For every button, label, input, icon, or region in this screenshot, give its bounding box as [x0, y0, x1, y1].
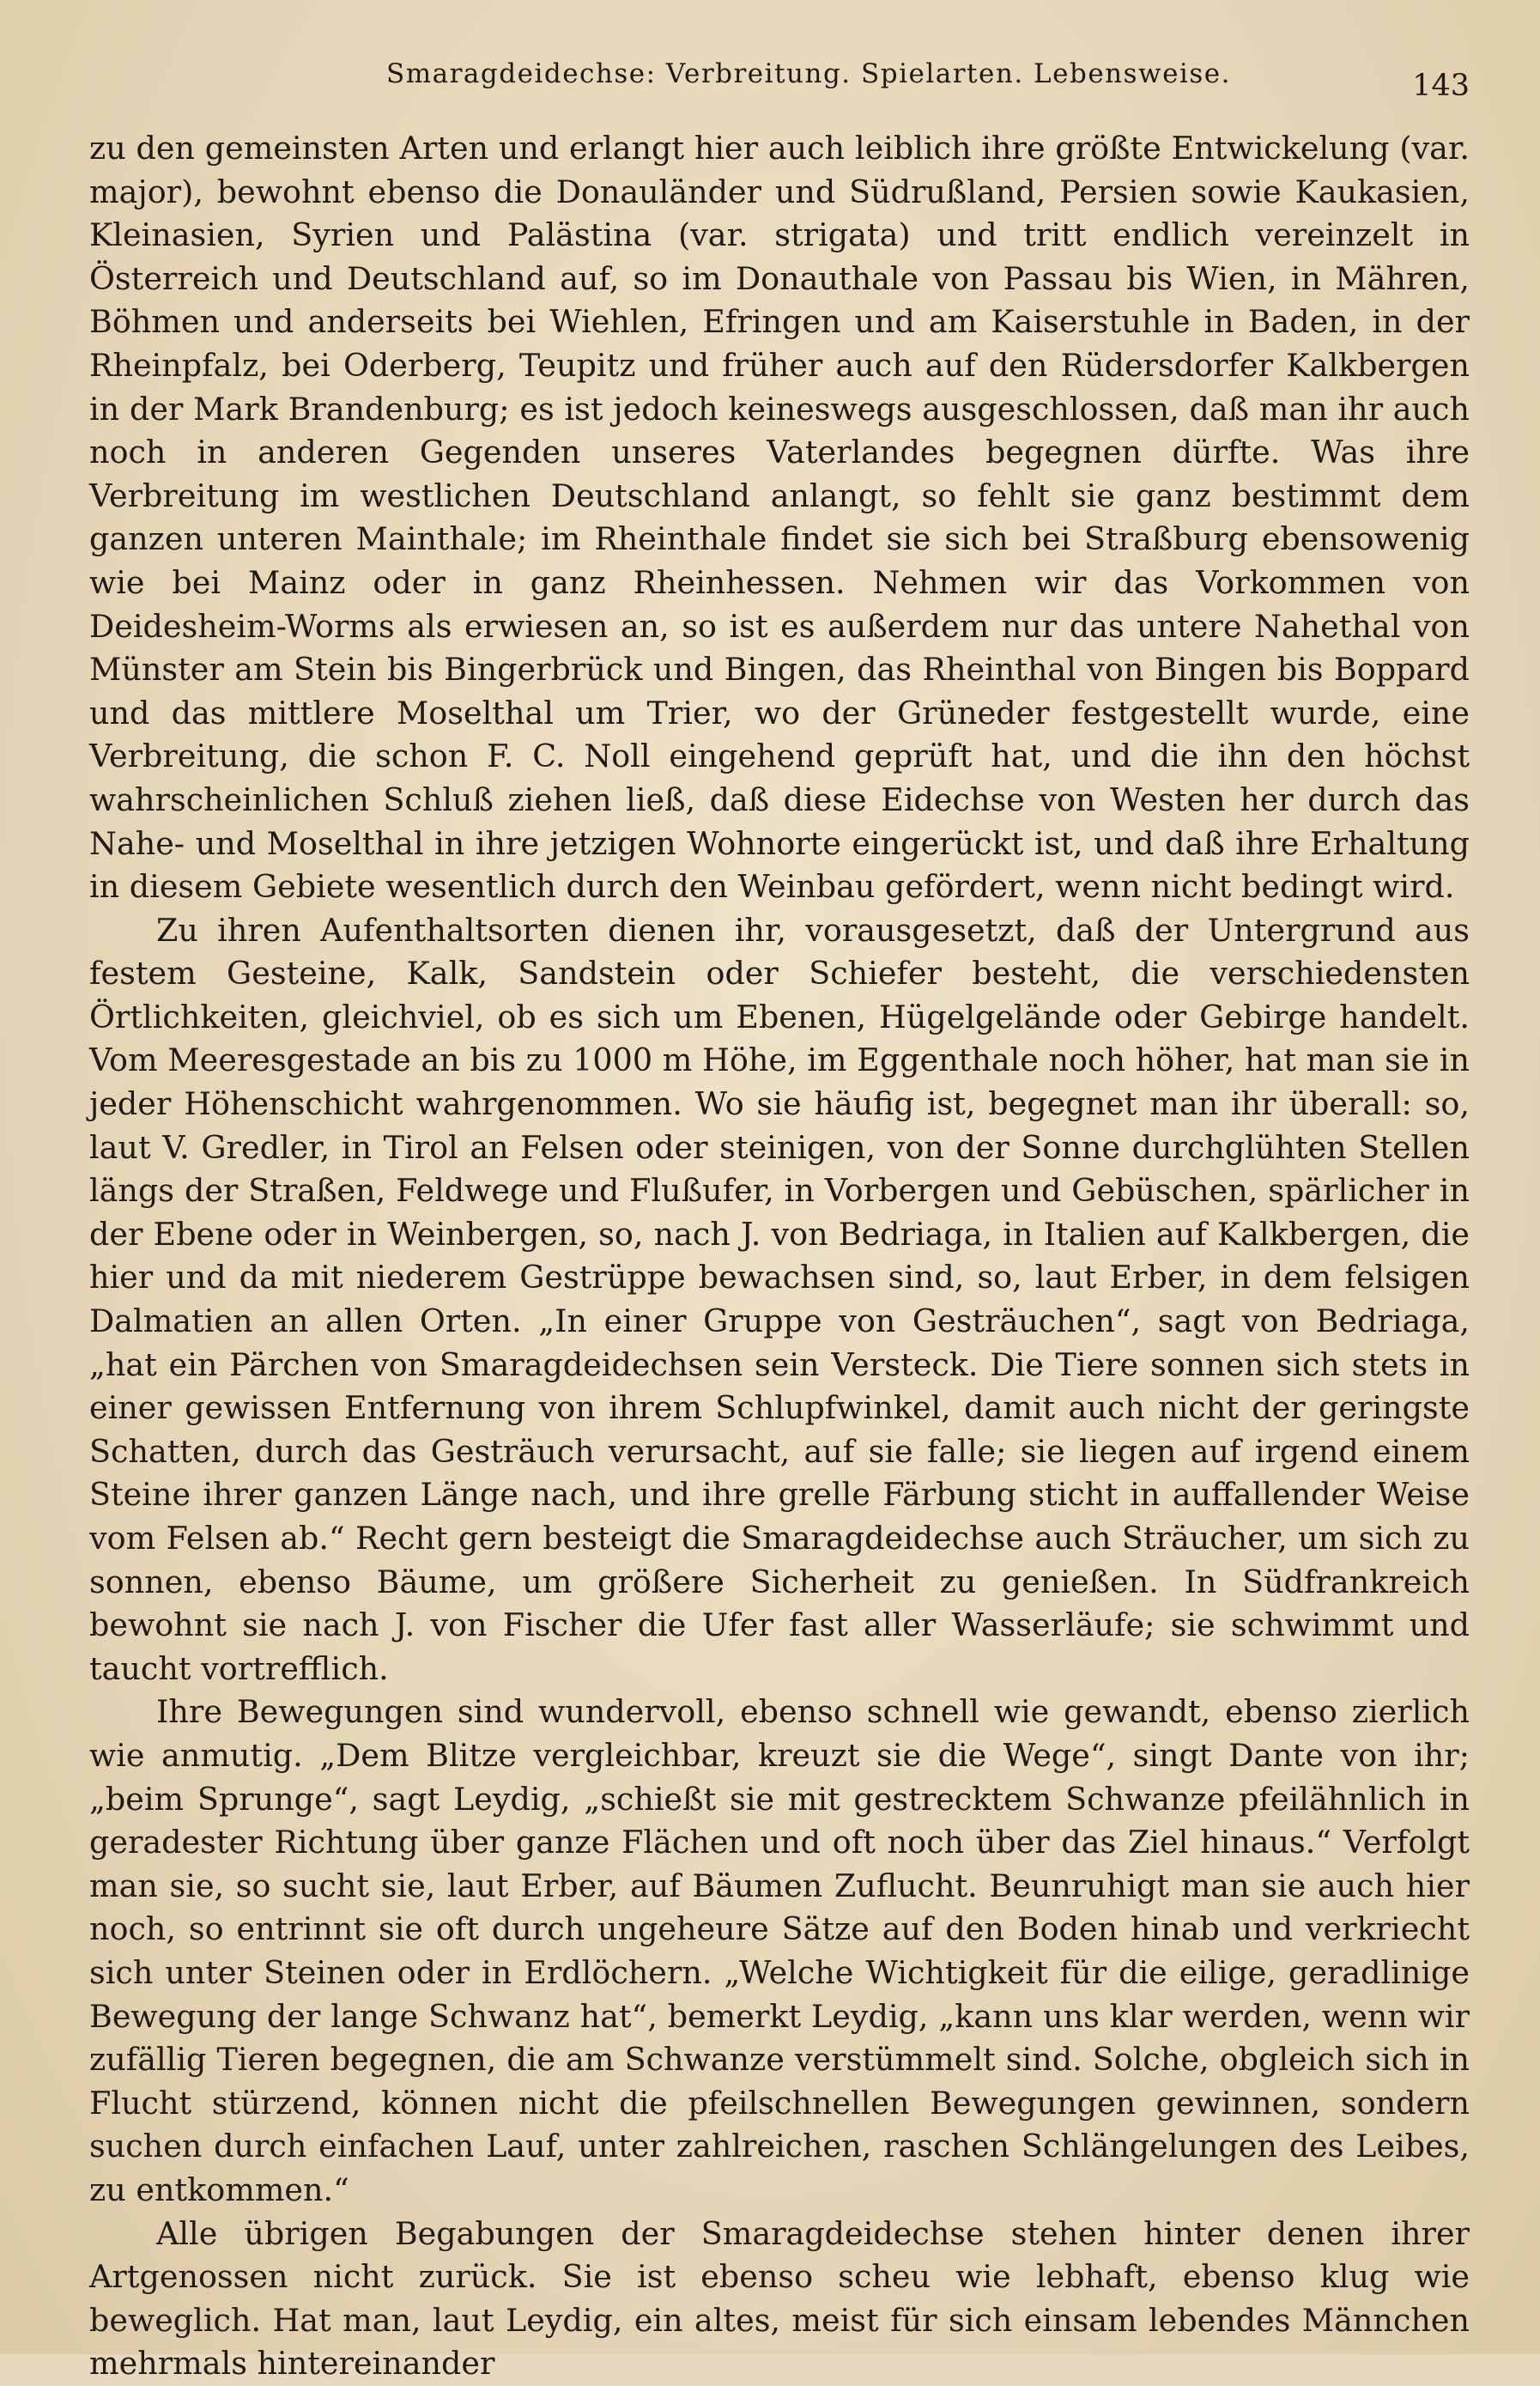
- paragraph-movement: Ihre Bewegungen sind wundervoll, ebenso schnell wie gewandt, ebenso zierlich wie anmutig. „Dem Blitze vergleichbar, kreuzt sie die Wege“, singt Dante von ihr; „beim Sprunge“, sagt Leydig, „schießt sie mit gestrecktem Schwanze pfeilähnlich in geradester Richtung über ganze Flächen und oft noch über das Ziel hinaus.“ Verfolgt man sie, so sucht sie, laut Erber, auf Bäumen Zuflucht. Beunruhigt man sie auch hier noch, so entrinnt sie oft durch ungeheure Sätze auf den Boden hinab und verkriecht sich unter Steinen oder in Erdlöchern. „Welche Wichtigkeit für die eilige, geradlinige Bewegung der lange Schwanz hat“, bemerkt Leydig, „kann uns klar werden, wenn wir zufällig Tieren begegnen, die am Schwanze verstümmelt sind. Solche, obgleich sich in Flucht stürzend, können nicht die pfeilschnellen Bewegungen gewinnen, sondern suchen durch einfachen Lauf, unter zahlreichen, raschen Schlängelungen des Leibes, zu entkommen.“: [89, 1693, 1470, 2208]
- paragraph-habitat: Zu ihren Aufenthaltsorten dienen ihr, vorausgesetzt, daß der Untergrund aus festem Gesteine, Kalk, Sandstein oder Schiefer besteht, die verschiedensten Örtlichkeiten, gleichviel, ob es sich um Ebenen, Hügelgelände oder Gebirge handelt. Vom Meeresgestade an bis zu 1000 m Höhe, im Eggenthale noch höher, hat man sie in jeder Höhenschicht wahrgenommen. Wo sie häufig ist, begegnet man ihr überall: so, laut V. Gredler, in Tirol an Felsen oder steinigen, von der Sonne durchglühten Stellen längs der Straßen, Feldwege und Flußufer, in Vorbergen und Gebüschen, spärlicher in der Ebene oder in Weinbergen, so, nach J. von Bedriaga, in Italien auf Kalkbergen, die hier und da mit niederem Gestrüppe bewachsen sind, so, laut Erber, in dem felsigen Dalmatien an allen Orten. „In einer Gruppe von Gesträuchen“, sagt von Bedriaga, „hat ein Pärchen von Smaragdeidechsen sein Versteck. Die Tiere sonnen sich stets in einer gewissen Entfernung von ihrem Schlupfwinkel, damit auch nicht der geringste Schatten, durch das Gesträuch verursacht, auf sie falle; sie liegen auf irgend einem Steine ihrer ganzen Länge nach, und ihre grelle Färbung sticht in auffallender Weise vom Felsen ab.“ Recht gern besteigt die Smaragdeidechse auch Sträucher, um sich zu sonnen, ebenso Bäume, um größere Sicherheit zu genießen. In Südfrankreich bewohnt sie nach J. von Fischer die Ufer fast aller Wasserläufe; sie schwimmt und taucht vortrefflich.: [89, 911, 1470, 1687]
- body-text: [89, 127, 1470, 2386]
- running-title: Smaragdeidechse: Verbreitung. Spielarten. Lebensweise.: [386, 58, 1231, 89]
- page-number: 143: [1412, 69, 1470, 103]
- paragraph-distribution: zu den gemeinsten Arten und erlangt hier auch leiblich ihre größte Entwickelung (var. major), bewohnt ebenso die Donauländer und Südrußland, Persien sowie Kaukasien, Kleinasien, Syrien und Palästina (var. strigata) und tritt endlich vereinzelt in Österreich und Deutschland auf, so im Donauthale von Passau bis Wien, in Mähren, Böhmen und anderseits bei Wiehlen, Efringen und am Kaiserstuhle in Baden, in der Rheinpfalz, bei Oderberg, Teupitz und früher auch auf den Rüdersdorfer Kalkbergen in der Mark Brandenburg; es ist jedoch keineswegs ausgeschlossen, daß man ihr auch noch in anderen Gegenden unseres Vaterlandes begegnen dürfte. Was ihre Verbreitung im westlichen Deutschland anlangt, so fehlt sie ganz bestimmt dem ganzen unteren Mainthale; im Rheinthale findet sie sich bei Straßburg ebensowenig wie bei Mainz oder in ganz Rheinhessen. Nehmen wir das Vorkommen von Deidesheim-Worms als erwiesen an, so ist es außerdem nur das untere Nahethal von Münster am Stein bis Bingerbrück und Bingen, das Rheinthal von Bingen bis Boppard und das mittlere Moselthal um Trier, wo der Grüneder festgestellt wurde, eine Verbreitung, die schon F. C. Noll eingehend geprüft hat, und die ihn den höchst wahrscheinlichen Schluß ziehen ließ, daß diese Eidechse von Westen her durch das Nahe- und Moselthal in ihre jetzigen Wohnorte eingerückt ist, und daß ihre Erhaltung in diesem Gebiete wesentlich durch den Weinbau gefördert, wenn nicht bedingt wird.: [89, 130, 1470, 906]
- page-header: [129, 53, 1470, 105]
- paragraph-abilities: Alle übrigen Begabungen der Smaragdeidechse stehen hinter denen ihrer Artgenossen nicht zurück. Sie ist ebenso scheu wie lebhaft, ebenso klug wie beweglich. Hat man, laut Leydig, ein altes, meist für sich einsam lebendes Männchen mehrmals hintereinander: [89, 2214, 1470, 2383]
